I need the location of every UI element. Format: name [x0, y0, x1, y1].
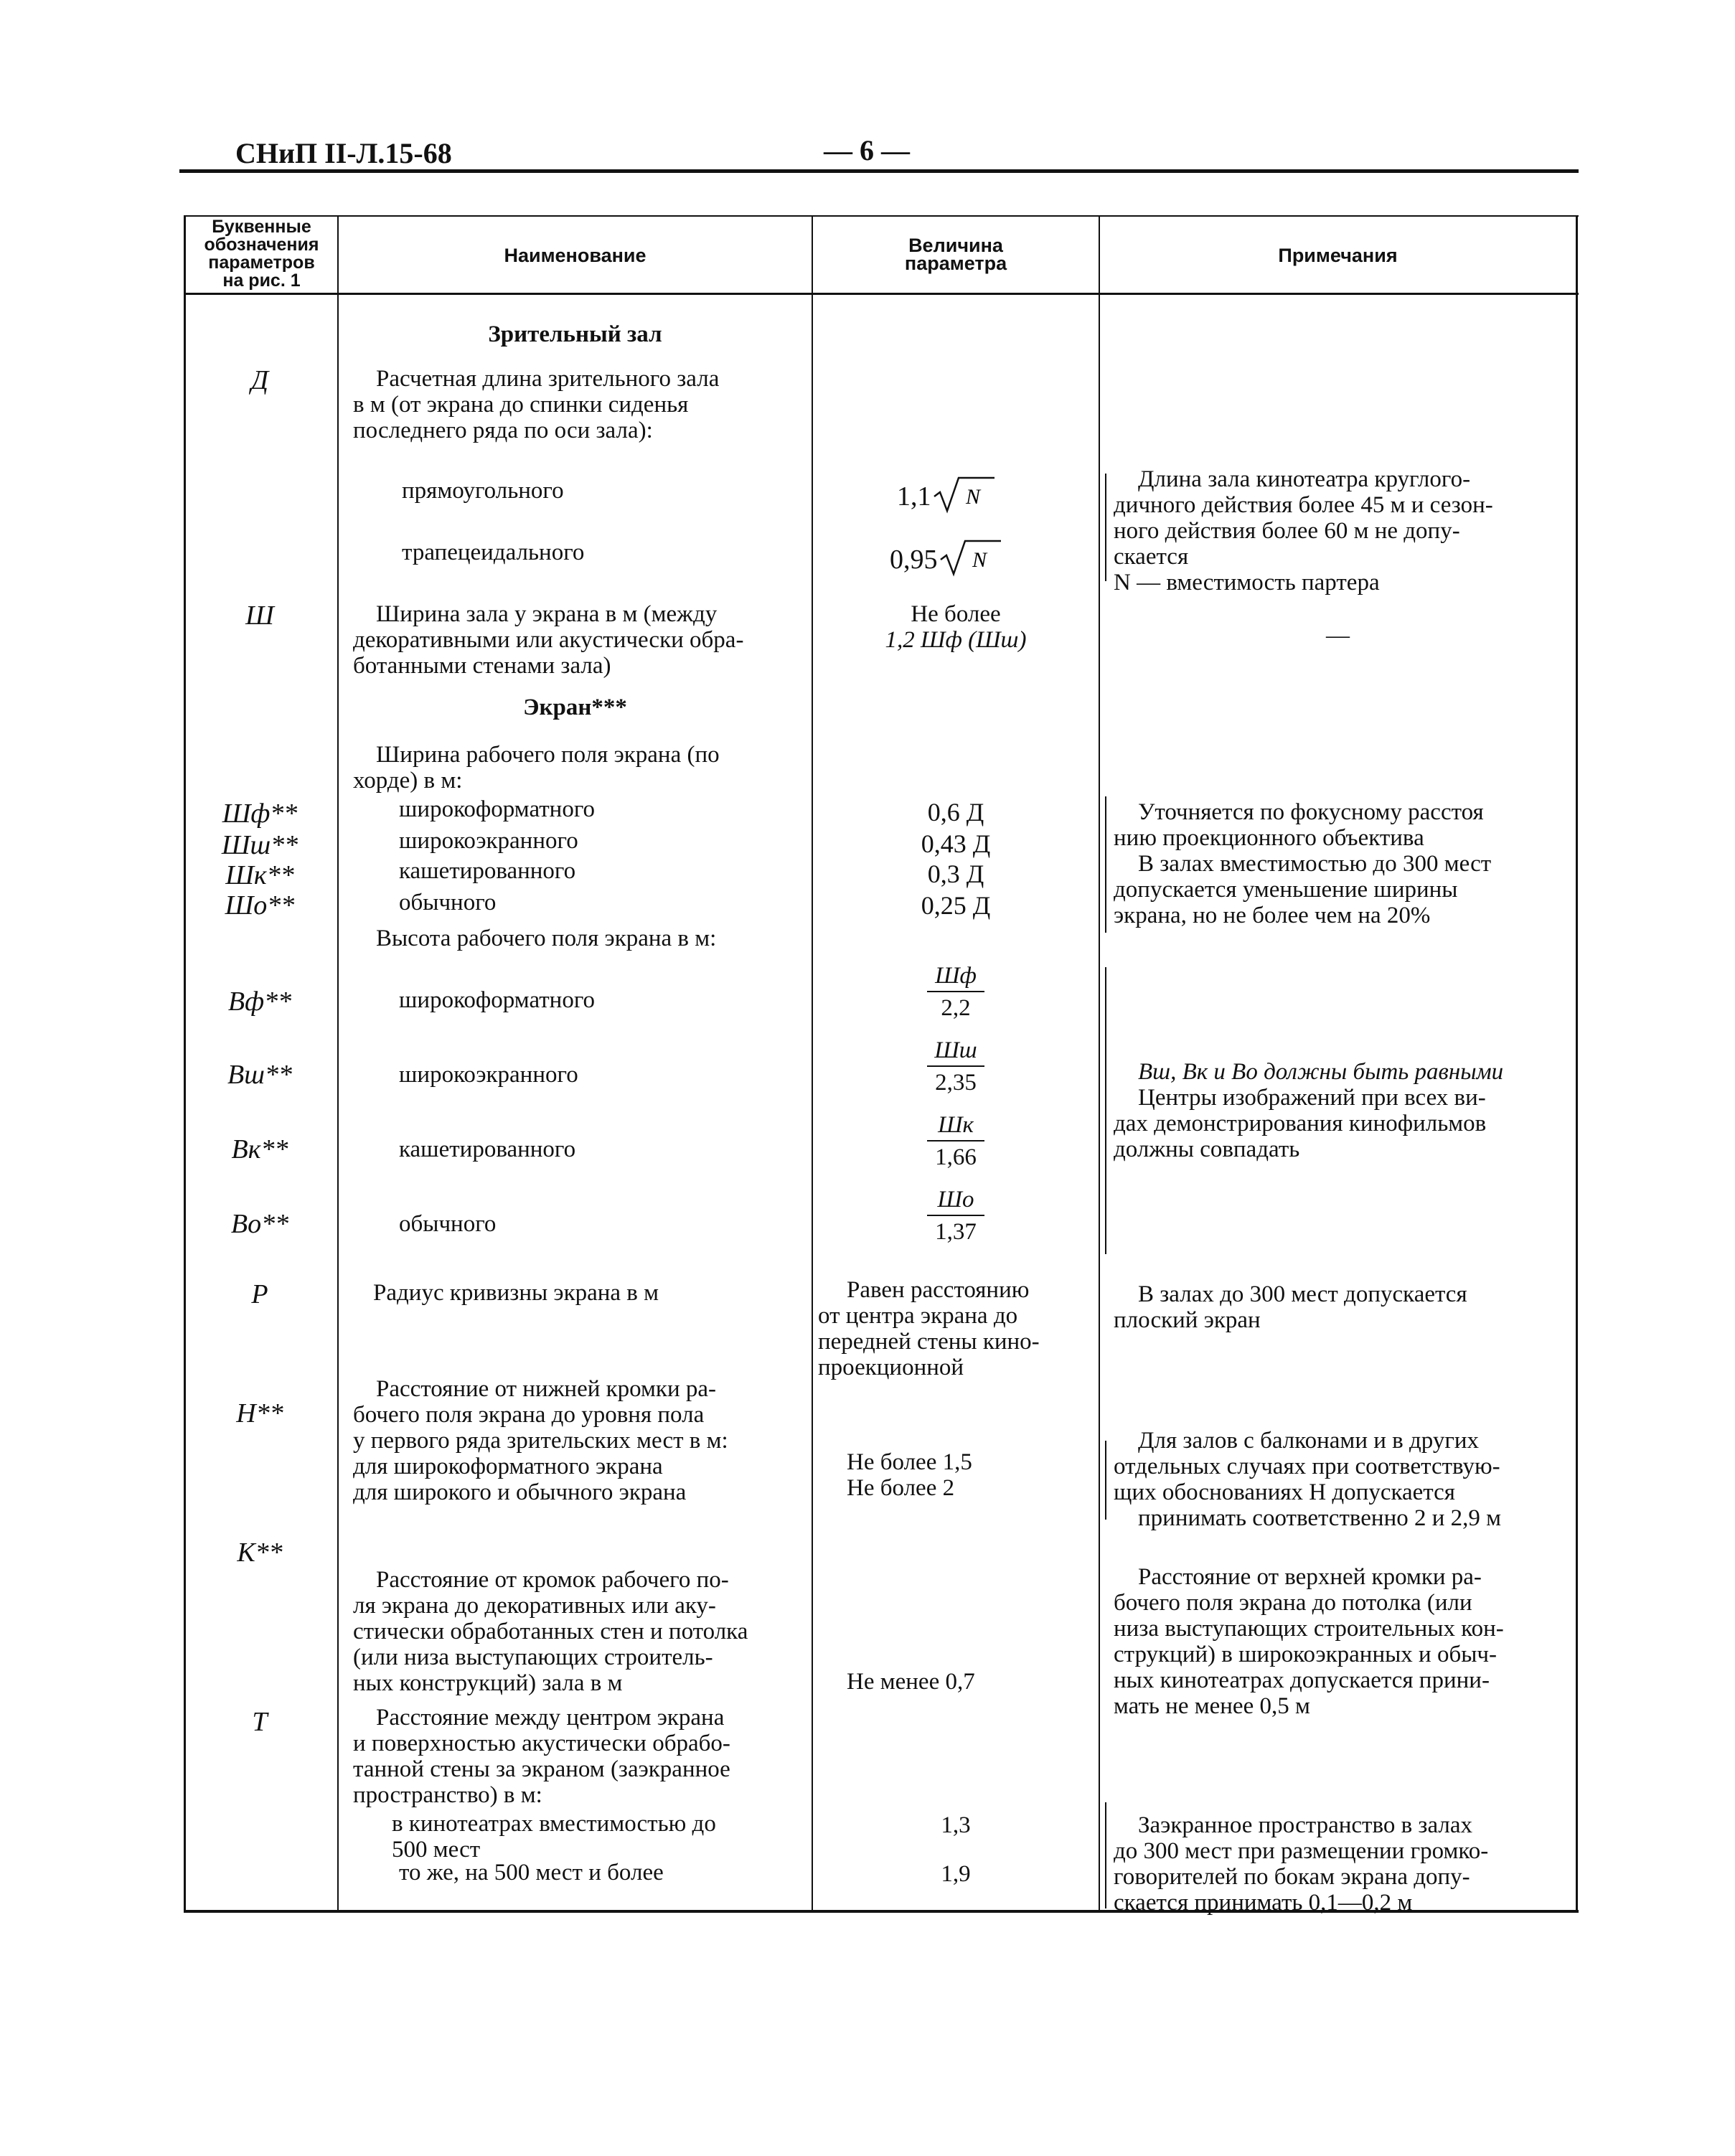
- symbol-Shsh: Шш**: [221, 830, 298, 860]
- col-divider-1: [337, 215, 339, 1911]
- col-divider-right: [1576, 215, 1578, 1911]
- D-note: Длина зала кинотеатра круглого- дичного действия более 45 м и сезон- ного действия более 60 м не допу- скается N — вместимость партера: [1114, 466, 1493, 596]
- D-name: Расчетная длина зрительного зала в м (от экрана до спинки сиденья последнего ряда по оси зала):: [353, 366, 720, 443]
- screen-width-note: Уточняется по фокусному расстоя нию проекционного объектива В залах вместимостью до 300 мест допускается уменьшение ширины экрана, но не более чем на 20%: [1114, 799, 1492, 928]
- symbol-D: Д: [250, 365, 269, 395]
- section-title-hall: Зрительный зал: [488, 321, 662, 347]
- svg-text:N: N: [965, 485, 980, 509]
- sqrt-icon: [931, 476, 996, 514]
- document-code: СНиП II-Л.15-68: [235, 137, 452, 169]
- T-sub-1: в кинотеатрах вместимостью до 500 мест: [392, 1811, 716, 1863]
- page-number: — 6 —: [824, 134, 910, 166]
- symbol-H: Н**: [236, 1398, 283, 1428]
- brace-screen-width: [1105, 796, 1106, 933]
- col-divider-left: [184, 215, 186, 1911]
- T-note: Заэкранное пространство в залах до 300 мест при размещении громко- говорителей по бокам экрана допу- скается принимать 0,1—0,2 м: [1114, 1812, 1489, 1916]
- K-name: Расстояние от кромок рабочего по- ля экрана до декоративных или аку- стически обработанных стен и потолка (или низа выступающих строитель- ных конструкций) зала в м: [353, 1567, 748, 1696]
- symbol-T: Т: [252, 1707, 268, 1737]
- D-value-trap: 0,95 N: [890, 540, 1002, 577]
- sw-label-4: обычного: [399, 890, 497, 915]
- sqrt-icon: [938, 540, 1002, 577]
- brace-screen-height: [1105, 967, 1106, 1254]
- symbol-Shf: Шф**: [222, 799, 298, 829]
- sh-label-3: кашетированного: [399, 1136, 576, 1162]
- sh-fraction-3: Шк 1,66: [877, 1112, 1035, 1171]
- sw-label-1: широкоформатного: [399, 796, 596, 822]
- sw-value-4: 0,25 Д: [921, 891, 991, 920]
- table-header-rule: [184, 293, 1579, 295]
- symbol-Vsh: Вш**: [227, 1060, 292, 1090]
- header-value: Величина параметра: [904, 235, 1007, 274]
- symbol-Vf: Вф**: [227, 987, 292, 1017]
- T-name: Расстояние между центром экрана и поверхностью акустически обрабо- танной стены за экраном (заэкранное пространство) в м:: [353, 1705, 730, 1808]
- R-note: В залах до 300 мест допускается плоский экран: [1114, 1281, 1467, 1333]
- symbol-Sho: Шо**: [225, 890, 295, 921]
- T-sub-2: то же, на 500 мест и более: [399, 1860, 664, 1886]
- sw-value-3: 0,3 Д: [927, 860, 984, 888]
- R-value: Равен расстоянию от центра экрана до передней стены кино- проекционной: [818, 1277, 1040, 1380]
- sw-label-2: широкоэкранного: [399, 828, 578, 854]
- K-value: Не менее 0,7: [847, 1669, 975, 1695]
- symbol-R: Р: [251, 1279, 268, 1309]
- sh-fraction-4: Шо 1,37: [877, 1187, 1035, 1246]
- brace-D: [1105, 474, 1106, 581]
- W-name: Ширина зала у экрана в м (между декоративными или акустически обра- ботанными стенами зала): [353, 601, 744, 679]
- section-title-screen: Экран***: [523, 695, 627, 720]
- svg-text:N: N: [972, 548, 987, 572]
- brace-H: [1105, 1441, 1106, 1520]
- T-value-1: 1,3: [941, 1812, 971, 1838]
- col-divider-3: [1099, 215, 1100, 1911]
- H-value: Не более 1,5 Не более 2: [847, 1449, 972, 1501]
- symbol-W: Ш: [245, 601, 274, 631]
- col-divider-2: [812, 215, 813, 1911]
- sh-label-2: широкоэкранного: [399, 1062, 578, 1088]
- screen-width-name: Ширина рабочего поля экрана (по хорде) в м:: [353, 742, 720, 794]
- sw-label-3: кашетированного: [399, 858, 576, 884]
- screen-height-note: Вш, Вк и Во должны быть равными Центры изображений при всех ви- дах демонстрирования кинофильмов должны совпадать: [1114, 1059, 1504, 1162]
- header-name: Наименование: [504, 245, 646, 266]
- symbol-Shk: Шк**: [225, 860, 294, 890]
- sh-label-4: обычного: [399, 1211, 497, 1237]
- R-name: Радиус кривизны экрана в м: [373, 1280, 659, 1306]
- sh-label-1: широкоформатного: [399, 987, 596, 1013]
- brace-T: [1105, 1802, 1106, 1908]
- sw-value-2: 0,43 Д: [921, 829, 991, 858]
- K-note: Расстояние от верхней кромки ра- бочего поля экрана до потолка (или низа выступающих строительных кон- струкций) в широкоэкранных и обыч- ных кинотеатрах допускается прини- мать не менее 0,5 м: [1114, 1564, 1504, 1719]
- screen-height-name: Высота рабочего поля экрана в м:: [376, 926, 717, 951]
- T-value-2: 1,9: [941, 1861, 971, 1887]
- symbol-K: К**: [237, 1538, 283, 1568]
- sh-fraction-1: Шф 2,2: [877, 963, 1035, 1022]
- D-value-rect: 1,1 N: [897, 476, 996, 514]
- symbol-Vk: Вк**: [231, 1134, 288, 1164]
- H-name: Расстояние от нижней кромки ра- бочего поля экрана до уровня пола у первого ряда зрительских мест в м: для широкоформатного экрана для широкого и обычного экрана: [353, 1376, 728, 1505]
- sh-fraction-2: Шш 2,35: [877, 1037, 1035, 1096]
- header-symbols: Буквенные обозначения параметров на рис. 1: [204, 217, 319, 291]
- W-value: Не более 1,2 Шф (Шш): [885, 601, 1027, 653]
- H-note: Для залов с балконами и в других отдельных случаях при соответствую- щих обоснованиях Н допускается принимать соответственно 2 и 2,9 м: [1114, 1428, 1502, 1531]
- D-sub-rect: прямоугольного: [402, 478, 564, 504]
- W-note: —: [1326, 623, 1350, 649]
- sw-value-1: 0,6 Д: [927, 798, 984, 827]
- D-sub-trap: трапецеидального: [402, 540, 585, 565]
- header-rule: [179, 169, 1579, 173]
- table-top-rule: [184, 215, 1579, 217]
- symbol-Vo: Во**: [230, 1209, 289, 1239]
- header-notes: Примечания: [1278, 245, 1398, 266]
